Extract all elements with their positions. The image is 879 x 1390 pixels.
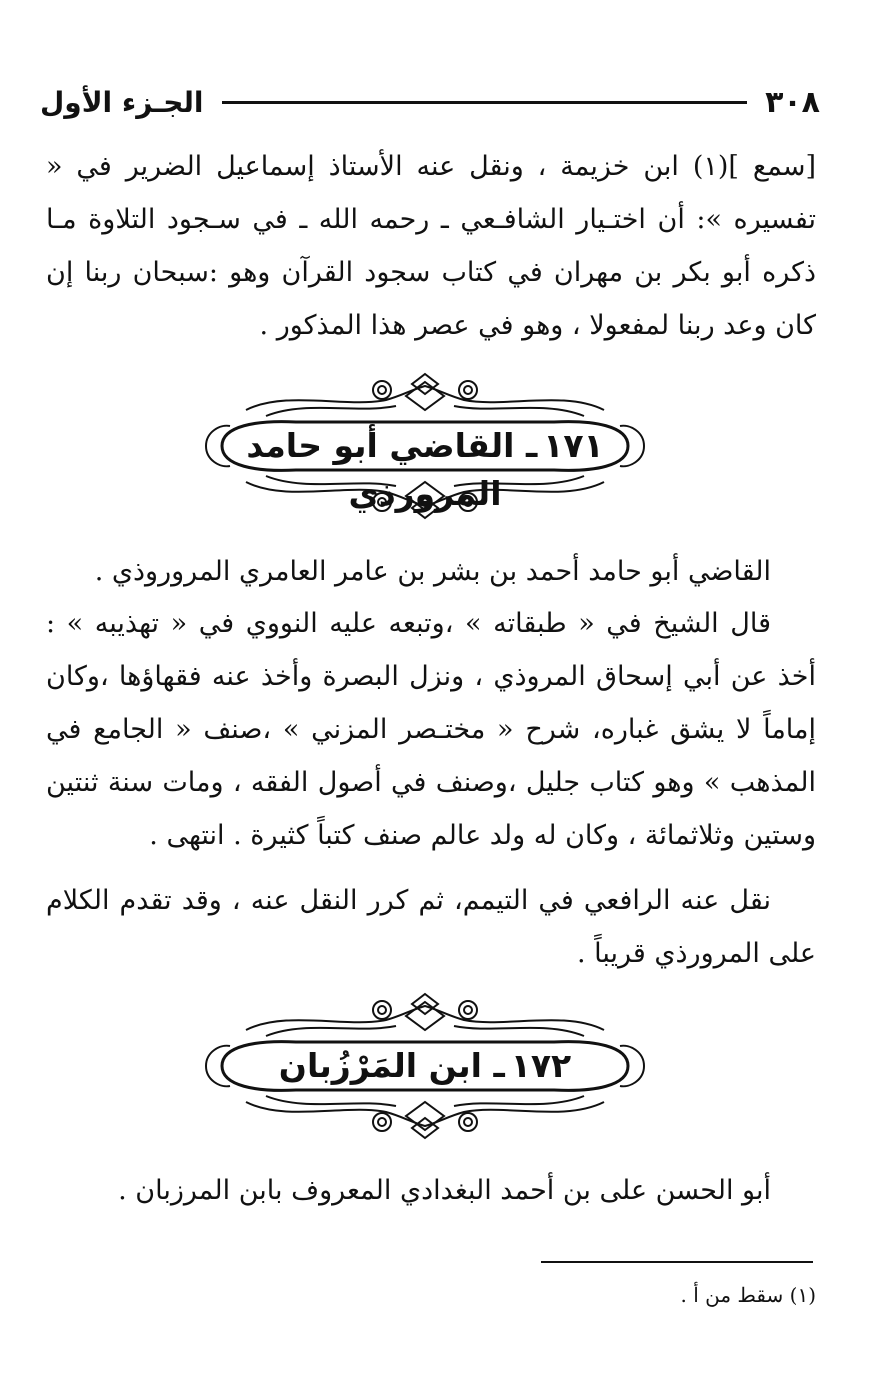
paragraph-continuation: [سمع ](١) ابن خزيمة ، ونقل عنه الأستاذ إسماعيل الضرير في « تفسيره »: أن اختـيار الشافـعي ـ رحمه الله ـ في سـجود التلاوة مـا ذكره أبو بكر بن مهران في كتاب سجود القرآن وهو :سبحان ربنا إن كان وعد ربنا لمفعولا ، وهو في عصر هذا المذكور . (46, 151, 816, 341)
header-rule (222, 101, 748, 104)
running-header (40, 80, 820, 124)
entry-number: ١٧٢ (510, 1046, 572, 1085)
paragraph-entry-171-bio: قال الشيخ في « طبقاته » ،وتبعه عليه النووي في « تهذيبه » : أخذ عن أبي إسحاق المروذي ، ونزل البصرة وأخذ عنه فقهاؤها ،وكان إماماً لا يشق غباره، شرح « مختـصر المزني » ،صنف « الجامع في المذهب » وهو كتاب جليل ،وصنف في أصول الفقه ، ومات سنة ثنتين وستين وثلاثمائة ، وكان له ولد عالم صنف كتباً كثيرة . انتهى . (46, 608, 816, 851)
entry-title (186, 1042, 664, 1090)
entry-heading-172 (186, 990, 664, 1142)
entry-name: ـ ابن المَرْزُبان (278, 1046, 505, 1085)
paragraph-entry-172-name: أبو الحسن على بن أحمد البغدادي المعروف بابن المرزبان . (118, 1175, 771, 1206)
footnote-rule (541, 1261, 813, 1263)
entry-heading-171 (186, 370, 664, 522)
entry-title (186, 422, 664, 518)
paragraph-entry-171-name: القاضي أبو حامد أحمد بن بشر بن عامر العامري المروروذي . (94, 556, 771, 587)
entry-number: ١٧١ (543, 426, 604, 465)
paragraph-entry-171-note: نقل عنه الرافعي في التيمم، ثم كرر النقل عنه ، وقد تقدم الكلام على المرورذي قريباً . (46, 885, 816, 969)
footnote: (١) سقط من أ . (680, 1283, 816, 1307)
page-number: ٣٠٨ (765, 84, 820, 120)
part-title: الجـزء الأول (40, 85, 204, 119)
entry-name: ـ القاضي أبو حامد المرورذي (246, 426, 538, 513)
